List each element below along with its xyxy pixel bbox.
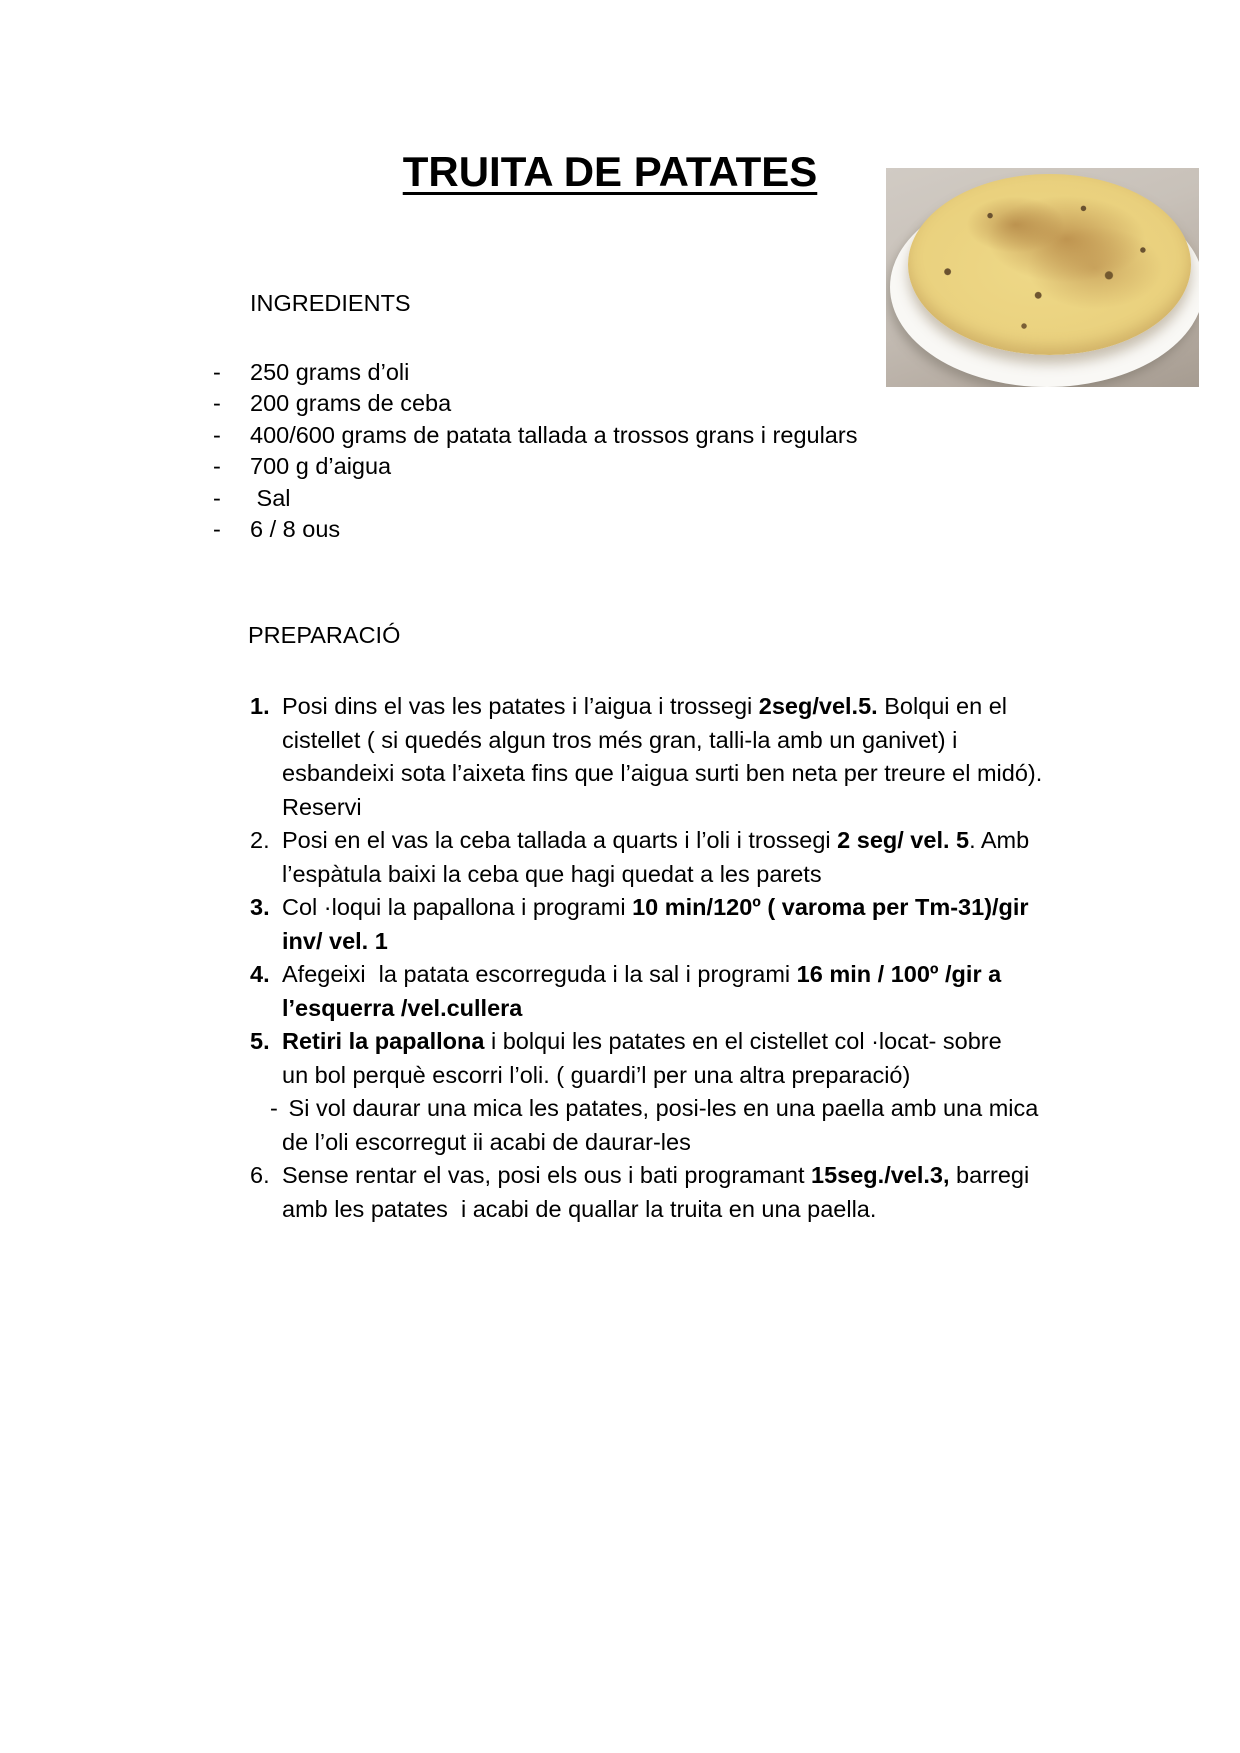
- ingredient-text: 6 / 8 ous: [250, 516, 341, 543]
- step-line: [282, 1193, 1029, 1227]
- preparation-step: [250, 958, 1042, 1025]
- step-line: [282, 891, 1029, 925]
- ingredient-bullet: -: [213, 390, 221, 417]
- text-segment: Sense rentar el vas, posi els ous i bati programant: [282, 1162, 812, 1188]
- ingredient-item: [213, 483, 857, 514]
- text-segment: Posi dins el vas les patates i l’aigua i trossegi: [282, 693, 759, 719]
- text-segment: Retiri la papallona: [282, 1028, 485, 1054]
- preparation-step: [250, 824, 1042, 891]
- text-segment: . Amb: [969, 827, 1030, 853]
- preparation-step: [250, 1159, 1042, 1226]
- preparation-step: [250, 690, 1042, 824]
- step-line: [282, 791, 1042, 825]
- step-text: [282, 958, 1001, 1025]
- text-segment: amb les patates i acabi de quallar la truita en una paella.: [282, 1195, 877, 1222]
- text-segment: inv/ vel. 1: [282, 927, 388, 954]
- ingredient-text: 700 g d’aigua: [250, 453, 392, 480]
- step-line: [282, 824, 1029, 858]
- step-line: [282, 724, 1042, 758]
- ingredient-bullet: -: [213, 421, 221, 448]
- ingredient-text: 250 grams d’oli: [250, 359, 410, 385]
- step-marker: 3.: [250, 894, 270, 920]
- text-segment: Posi en el vas la ceba tallada a quarts i l’oli i trossegi: [282, 827, 838, 853]
- preparation-steps: [250, 690, 1042, 1226]
- text-segment: i bolqui les patates en el cistellet col ·locat- sobre: [484, 1028, 1002, 1054]
- text-segment: Si vol daurar una mica les patates, posi-les en una paella amb una mica: [282, 1095, 1039, 1121]
- ingredient-bullet: -: [213, 516, 221, 543]
- preparation-step: [250, 891, 1042, 958]
- text-segment: Reservi: [282, 793, 362, 820]
- preparation-heading: PREPARACIÓ: [248, 622, 401, 648]
- text-segment: Afegeixi la patata escorreguda i la sal i programi: [282, 961, 797, 987]
- text-segment: 2seg/vel.5.: [758, 693, 878, 719]
- step-line: [282, 757, 1042, 791]
- tortilla-omelette: [908, 174, 1191, 355]
- text-segment: cistellet ( si quedés algun tros més gran, talli-la amb un ganivet) i: [282, 726, 958, 753]
- step-marker: -: [270, 1095, 278, 1121]
- step-line: [282, 690, 1042, 724]
- step-text: [282, 1159, 1029, 1226]
- step-text: [282, 1092, 1038, 1159]
- text-segment: 16 min / 100º /gir a: [796, 961, 1002, 987]
- ingredient-bullet: -: [213, 484, 221, 511]
- ingredients-heading: INGREDIENTS: [250, 290, 411, 316]
- preparation-step: [250, 1092, 1042, 1159]
- ingredient-item: [213, 451, 857, 482]
- step-line: [282, 992, 1001, 1026]
- ingredient-text: 400/600 grams de patata tallada a trossos grans i regulars: [250, 421, 858, 448]
- step-line: [282, 1092, 1038, 1126]
- text-segment: un bol perquè escorri l’oli. ( guardi’l per una altra preparació): [282, 1061, 911, 1088]
- step-marker: 1.: [250, 693, 270, 719]
- text-segment: l’esquerra /vel.cullera: [282, 994, 523, 1021]
- text-segment: barregi: [949, 1162, 1030, 1188]
- step-line: [282, 1025, 1002, 1059]
- step-text: [282, 1025, 1002, 1092]
- step-line: [282, 958, 1001, 992]
- ingredient-text: 200 grams de ceba: [250, 390, 452, 417]
- text-segment: Col ·loqui la papallona i programi: [282, 894, 633, 920]
- step-text: [282, 891, 1029, 958]
- ingredient-item: [213, 388, 857, 419]
- step-line: [282, 925, 1029, 959]
- step-line: [282, 858, 1029, 892]
- step-marker: 2.: [250, 827, 270, 853]
- preparation-step: [250, 1025, 1042, 1092]
- text-segment: l’espàtula baixi la ceba que hagi quedat a les parets: [282, 860, 822, 887]
- tortilla-photo: [886, 168, 1199, 387]
- text-segment: 2 seg/ vel. 5: [837, 827, 970, 853]
- ingredient-text: Sal: [250, 484, 291, 511]
- step-line: [282, 1126, 1038, 1160]
- text-segment: de l’oli escorregut ii acabi de daurar-les: [282, 1128, 691, 1155]
- ingredient-item: [213, 420, 857, 451]
- recipe-title: TRUITA DE PATATES: [402, 148, 818, 195]
- ingredients-list: [213, 357, 857, 545]
- text-segment: esbandeixi sota l’aixeta fins que l’aigua surti ben neta per treure el midó).: [282, 760, 1043, 786]
- ingredient-item: [213, 514, 857, 545]
- step-text: [282, 690, 1042, 824]
- step-marker: 4.: [250, 961, 270, 987]
- ingredient-bullet: -: [213, 453, 221, 480]
- step-line: [282, 1159, 1029, 1193]
- step-marker: 6.: [250, 1162, 270, 1188]
- step-line: [282, 1059, 1002, 1093]
- ingredient-item: [213, 357, 857, 388]
- step-text: [282, 824, 1029, 891]
- ingredient-bullet: -: [213, 359, 221, 385]
- text-segment: 10 min/120º ( varoma per Tm-31)/gir: [632, 894, 1029, 920]
- step-marker: 5.: [250, 1028, 270, 1054]
- text-segment: Bolqui en el: [877, 693, 1008, 719]
- text-segment: 15seg./vel.3,: [811, 1162, 950, 1188]
